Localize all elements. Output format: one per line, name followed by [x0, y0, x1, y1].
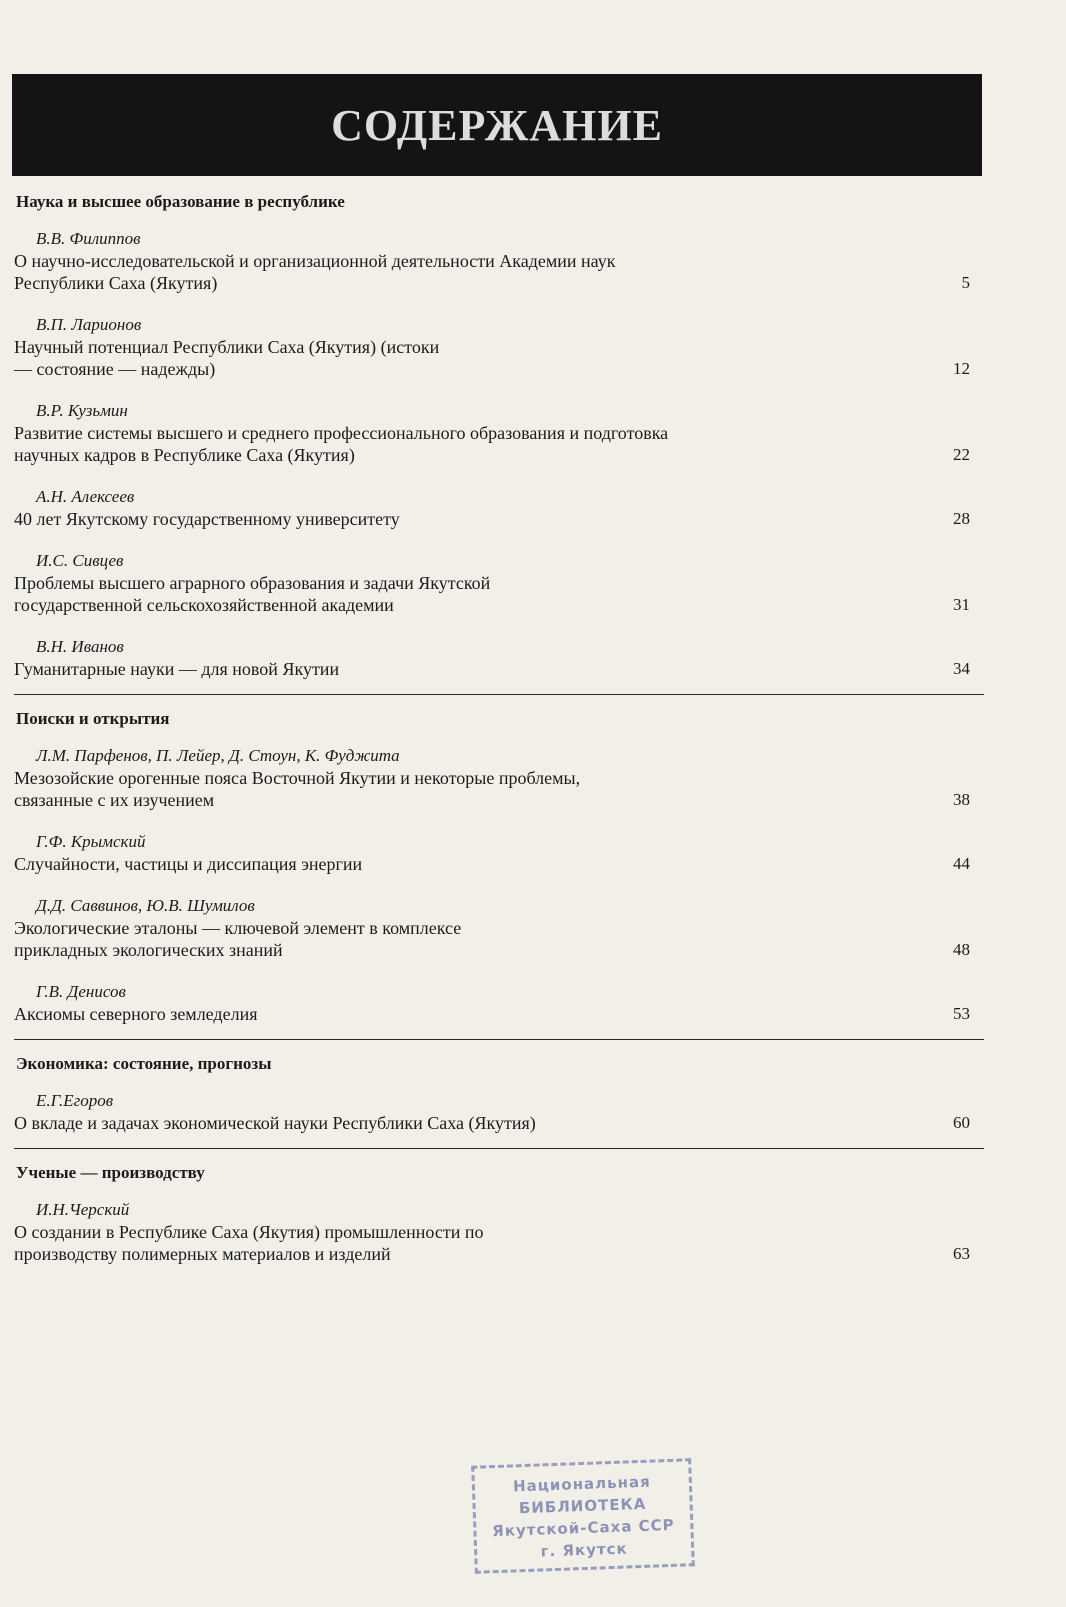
entry-page: 60 — [953, 1113, 970, 1132]
stamp-line: Национальная — [512, 1472, 651, 1496]
section-divider — [14, 1039, 984, 1040]
library-stamp — [471, 1458, 695, 1574]
entry-page: 34 — [953, 659, 970, 678]
section-discoveries — [14, 707, 984, 1025]
stamp-line: БИБЛИОТЕКА — [518, 1494, 647, 1518]
section-title: Ученые — производству — [16, 1163, 205, 1182]
toc-entry[interactable] — [14, 400, 984, 466]
entry-title: Научный потенциал Республики Саха (Якутия) (истоки — состояние — надежды) — [14, 337, 440, 379]
entry-author: В.П. Ларионов — [36, 315, 142, 334]
section-title: Поиски и открытия — [16, 709, 170, 728]
entry-page: 44 — [953, 854, 970, 873]
toc-content — [14, 190, 984, 1285]
header-banner — [12, 74, 982, 176]
entry-author: А.Н. Алексеев — [36, 487, 135, 506]
entry-page: 31 — [953, 595, 970, 614]
entry-author: Е.Г.Егоров — [36, 1091, 114, 1110]
entry-title: Аксиомы северного земледелия — [14, 1004, 258, 1024]
entry-title: Гуманитарные науки — для новой Якутии — [14, 659, 340, 679]
toc-entry[interactable] — [14, 636, 984, 680]
entry-title: Мезозойские орогенные пояса Восточной Якутии и некоторые проблемы, связанные с их изучением — [14, 768, 581, 810]
entry-title: Развитие системы высшего и среднего профессионального образования и подготовка научных кадров в Республике Саха (Якутия) — [14, 423, 669, 465]
entry-title: 40 лет Якутскому государственному университету — [14, 509, 400, 529]
toc-entry[interactable] — [14, 895, 984, 961]
entry-author: Д.Д. Саввинов, Ю.В. Шумилов — [36, 896, 255, 915]
entry-title: Проблемы высшего аграрного образования и задачи Якутской государственной сельскохозяйственной академии — [14, 573, 491, 615]
entry-author: В.Н. Иванов — [36, 637, 124, 656]
entry-page: 63 — [953, 1244, 970, 1263]
entry-page: 22 — [953, 445, 970, 464]
entry-title: Случайности, частицы и диссипация энергии — [14, 854, 363, 874]
entry-author: В.Р. Кузьмин — [36, 401, 128, 420]
entry-author: И.С. Сивцев — [36, 551, 124, 570]
toc-entry[interactable] — [14, 228, 984, 294]
toc-entry[interactable] — [14, 745, 984, 811]
section-science-education — [14, 190, 984, 680]
entry-page: 38 — [953, 790, 970, 809]
toc-entry[interactable] — [14, 1199, 984, 1265]
entry-author: Л.М. Парфенов, П. Лейер, Д. Стоун, К. Фуджита — [36, 746, 400, 765]
section-economics — [14, 1052, 984, 1134]
entry-title: О научно-исследовательской и организационной деятельности Академии наук Республики Саха (Якутия) — [14, 251, 616, 293]
entry-author: Г.Ф. Крымский — [36, 832, 146, 851]
stamp-line: г. Якутск — [540, 1539, 628, 1561]
toc-entry[interactable] — [14, 486, 984, 530]
entry-page: 48 — [953, 940, 970, 959]
section-divider — [14, 694, 984, 695]
toc-entry[interactable] — [14, 831, 984, 875]
section-title: Экономика: состояние, прогнозы — [16, 1054, 272, 1073]
entry-page: 5 — [961, 273, 970, 292]
toc-entry[interactable] — [14, 981, 984, 1025]
stamp-line: Якутской-Саха ССР — [491, 1515, 675, 1541]
entry-author: Г.В. Денисов — [36, 982, 126, 1001]
entry-title: О создании в Республике Саха (Якутия) промышленности по производству полимерных материалов и изделий — [14, 1222, 484, 1264]
toc-entry[interactable] — [14, 314, 984, 380]
section-title: Наука и высшее образование в республике — [16, 192, 345, 211]
entry-author: В.В. Филиппов — [36, 229, 141, 248]
section-divider — [14, 1148, 984, 1149]
toc-entry[interactable] — [14, 1090, 984, 1134]
section-production — [14, 1161, 984, 1265]
entry-page: 28 — [953, 509, 970, 528]
page-title: СОДЕРЖАНИЕ — [331, 100, 663, 150]
toc-entry[interactable] — [14, 550, 984, 616]
entry-page: 53 — [953, 1004, 970, 1023]
entry-title: О вкладе и задачах экономической науки Республики Саха (Якутия) — [14, 1113, 536, 1133]
entry-page: 12 — [953, 359, 970, 378]
entry-title: Экологические эталоны — ключевой элемент в комплексе прикладных экологических знаний — [14, 918, 462, 960]
entry-author: И.Н.Черский — [36, 1200, 130, 1219]
